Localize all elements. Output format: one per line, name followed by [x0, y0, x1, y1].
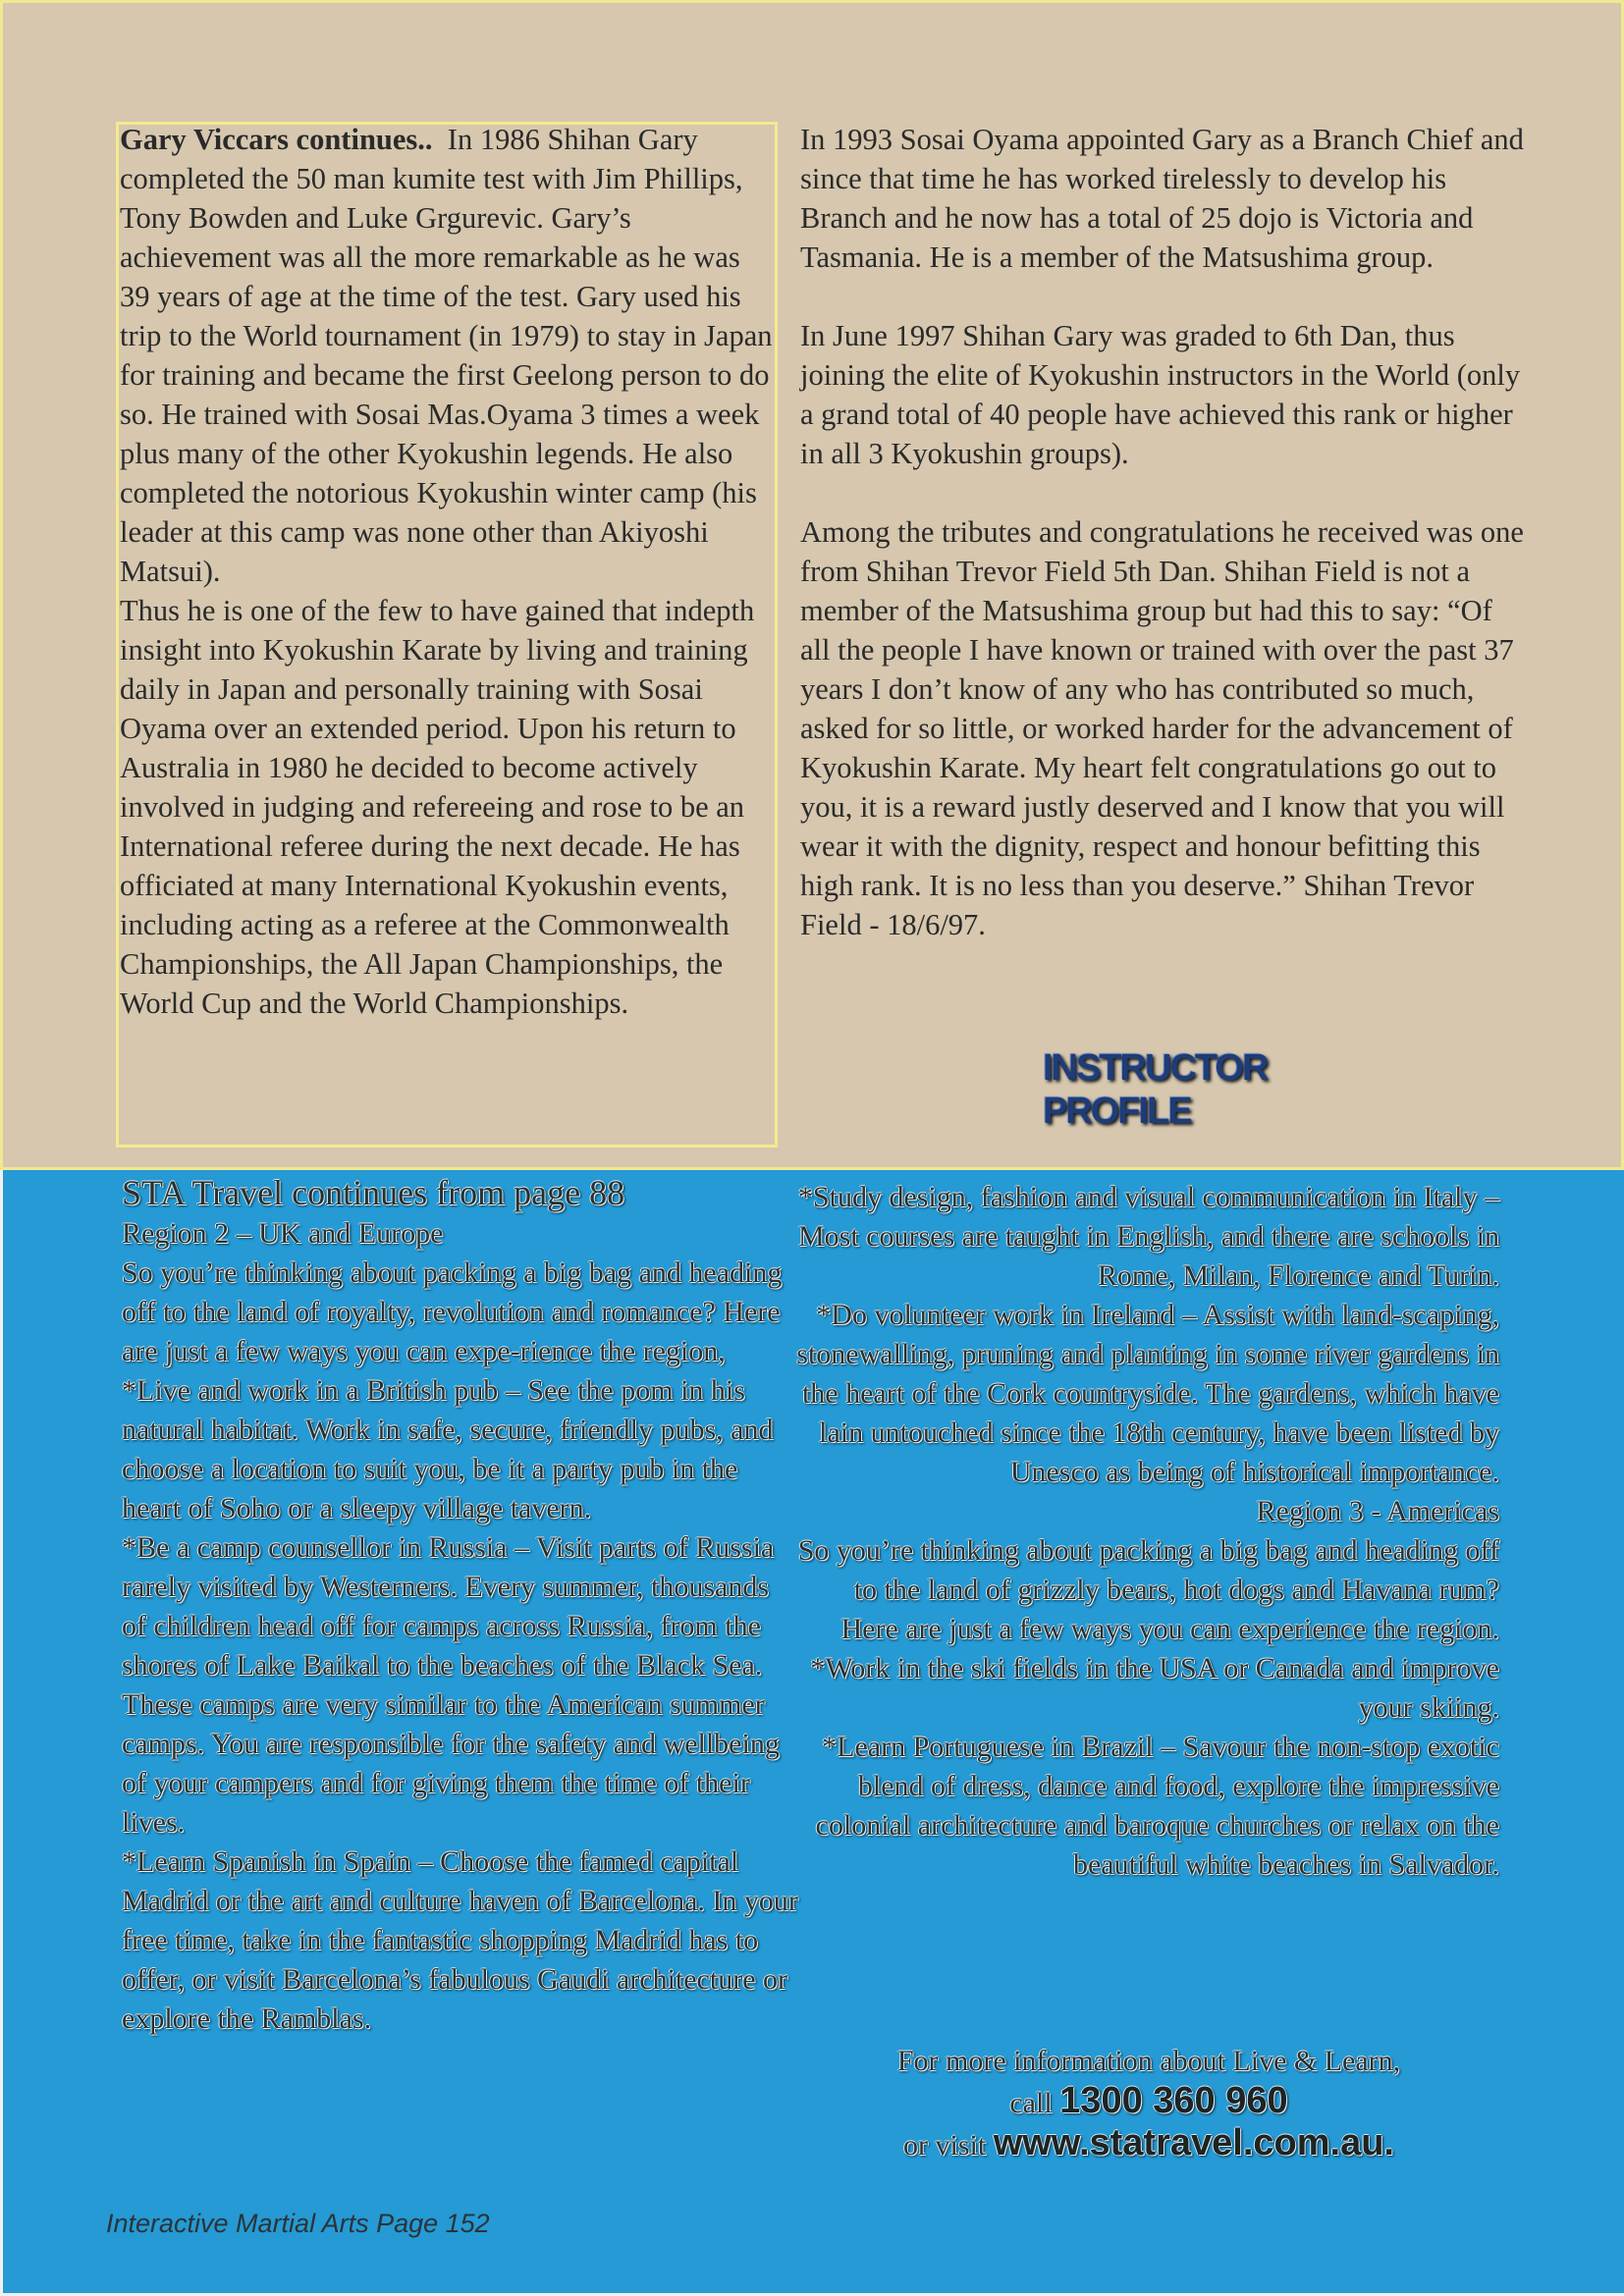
page-footer: Interactive Martial Arts Page 152	[106, 2209, 490, 2238]
instructor-paragraph: In 1993 Sosai Oyama appointed Gary as a Branch Chief and since that time he has worked tirelessly to develop his Branch and he now has a total of 25 dojo is Victoria and Tasmania. He is a member of the Matsushima group.	[800, 123, 1524, 274]
travel-paragraph: *Work in the ski fields in the USA or Canada and improve your skiing.	[810, 1652, 1499, 1724]
contact-website-line	[805, 2123, 1492, 2165]
call-label: call	[1009, 2087, 1053, 2119]
travel-paragraph: Region 2 – UK and Europe	[122, 1217, 444, 1250]
profile-logo-line: INSTRUCTOR	[1043, 1047, 1268, 1089]
travel-paragraph: *Do volunteer work in Ireland – Assist with land-scaping, stonewalling, pruning and planting in some river gardens in the heart of the Cork countryside. The gardens, which have lain untouched since the 18th century, have been listed by Unesco as being of historical importance.	[796, 1299, 1499, 1488]
phone-number: 1300 360 960	[1059, 2080, 1288, 2121]
travel-paragraph: *Learn Portuguese in Brazil – Savour the non-stop exotic blend of dress, dance and food, explore the impressive colonial architecture and baroque churches or relax on the beautiful white beaches in Salvador.	[815, 1731, 1499, 1881]
travel-paragraph: *Live and work in a British pub – See the pom in his natural habitat. Work in safe, secure, friendly pubs, and choose a location to suit you, be it a party pub in the heart of Soho or a sleepy village tavern.	[122, 1374, 774, 1524]
contact-info	[805, 2042, 1492, 2165]
travel-left-column	[122, 1171, 799, 2039]
visit-label: or visit	[903, 2129, 987, 2162]
instructor-paragraph: In June 1997 Shihan Gary was graded to 6th Dan, thus joining the elite of Kyokushin instructors in the World (only a grand total of 40 people have achieved this rank or higher in all 3 Kyokushin groups).	[800, 319, 1521, 470]
travel-paragraph: *Study design, fashion and visual communication in Italy – Most courses are taught in English, and there are schools in Rome, Milan, Florence and Turin.	[797, 1181, 1499, 1292]
instructor-paragraph	[120, 120, 776, 591]
contact-phone-line	[805, 2081, 1492, 2123]
lead-heading: Gary Viccars continues..	[120, 123, 433, 156]
website-link[interactable]: www.statravel.com.au.	[993, 2122, 1394, 2163]
instructor-left-column	[120, 120, 776, 1023]
travel-heading: STA Travel continues from page 88	[122, 1173, 625, 1212]
instructor-right-column	[800, 120, 1527, 944]
instructor-paragraph: Thus he is one of the few to have gained that indepth insight into Kyokushin Karate by living and training daily in Japan and personally training with Sosai Oyama over an extended period. Upon his return to Australia in 1980 he decided to become actively involved in judging and refereeing and rose to be an International referee during the next decade. He has officiated at many International Kyokushin events, including acting as a referee at the Commonwealth Championships, the All Japan Championships, the World Cup and the World Championships.	[120, 594, 755, 1020]
travel-right-column	[790, 1178, 1499, 1885]
instructor-profile-logo	[1043, 1046, 1278, 1133]
travel-paragraph: So you’re thinking about packing a big bag and heading off to the land of royalty, revolution and romance? Here are just a few ways you can expe-rience the region,	[122, 1256, 783, 1367]
paragraph-text: In 1986 Shihan Gary completed the 50 man kumite test with Jim Phillips, Tony Bowden and Luke Grgurevic. Gary’s achievement was all the more remarkable as he was 39 years of age at the time of the test. Gary used his trip to the World tournament (in 1979) to stay in Japan for training and became the first Geelong person to do so. He trained with Sosai Mas.Oyama 3 times a week plus many of the other Kyokushin legends. He also completed the notorious Kyokushin winter camp (his leader at this camp was none other than Akiyoshi Matsui).	[120, 123, 773, 588]
contact-line: For more information about Live & Learn,	[896, 2045, 1401, 2077]
instructor-paragraph: Among the tributes and congratulations he received was one from Shihan Trevor Field 5th Dan. Shihan Field is not a member of the Matsushima group but had this to say: “Of all the people I have known or trained with over the past 37 years I don’t know of any who has contributed so much, asked for so little, or worked harder for the advancement of Kyokushin Karate. My heart felt congratulations go out to you, it is a reward justly deserved and I know that you will wear it with the dignity, respect and honour befitting this high rank. It is no less than you deserve.” Shihan Trevor Field - 18/6/97.	[800, 515, 1524, 941]
travel-paragraph: *Learn Spanish in Spain – Choose the famed capital Madrid or the art and culture haven of Barcelona. In your free time, take in the fantastic shopping Madrid has to offer, or visit Barcelona’s fabulous Gaudi architecture or explore the Ramblas.	[122, 1845, 798, 2035]
profile-logo-line: PROFILE	[1043, 1091, 1191, 1132]
travel-paragraph: So you’re thinking about packing a big bag and heading off to the land of grizzly bears, hot dogs and Havana rum? Here are just a few ways you can experience the region.	[797, 1534, 1499, 1645]
travel-paragraph: Region 3 - Americas	[1256, 1495, 1499, 1527]
travel-paragraph: *Be a camp counsellor in Russia – Visit parts of Russia rarely visited by Westerners. Every summer, thousands of children head off for camps across Russia, from the shores of Lake Baikal to the beaches of the Black Sea. These camps are very similar to the American summer camps. You are responsible for the safety and wellbeing of your campers and for giving them the time of their lives.	[122, 1531, 780, 1839]
